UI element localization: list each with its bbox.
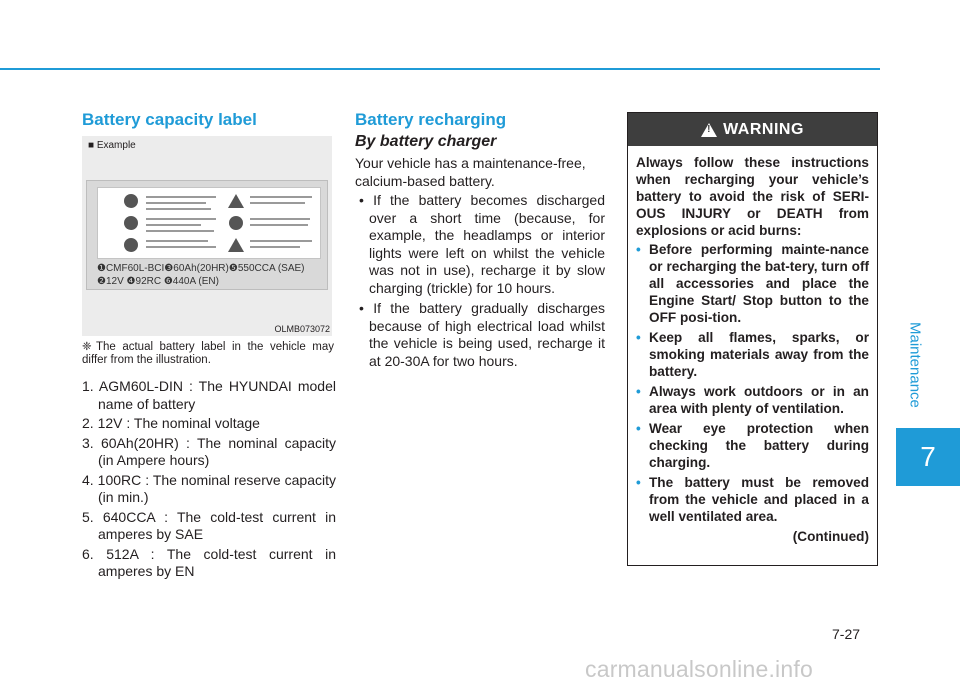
battery-label-figure xyxy=(82,136,332,336)
list-item: • Always work outdoors or in an area with plenty of ventilation. xyxy=(636,384,869,416)
list-item: • Wear eye protection when checking the battery during charging. xyxy=(636,421,869,470)
warning-title: WARNING xyxy=(723,120,804,138)
list-item: • Before performing mainte-nance or recharging the bat-tery, turn off all accessories and place the Engine Start/ Stop button to the OFF posi-tion. xyxy=(636,242,869,325)
warning-bullets xyxy=(636,241,869,525)
no-smoking-icon xyxy=(124,194,138,208)
figure-code: OLMB073072 xyxy=(274,324,330,334)
recharging-bullets xyxy=(355,192,605,373)
label-spec-row-1: ❶CMF60L-BCI❸60Ah(20HR)❺550CCA (SAE) xyxy=(97,263,305,274)
explosive-warning-icon xyxy=(228,194,244,208)
list-item: • If the battery gradually discharges because of high electrical load whilst the vehicle is being used, recharge it at 20-30A for two hours. xyxy=(355,300,605,370)
warning-body xyxy=(628,146,877,545)
warning-intro: Always follow these instructions when recharging your vehicle’s battery to avoid the risk of SERI-OUS INJURY or DEATH from explosions or acid burns: xyxy=(636,155,869,238)
battery-label-image xyxy=(86,180,328,290)
eye-protection-icon xyxy=(124,216,138,230)
example-caption: ■ Example xyxy=(88,140,136,151)
battery-capacity-heading: Battery capacity label xyxy=(82,110,257,129)
read-manual-icon xyxy=(229,216,243,230)
battery-charger-subheading: By battery charger xyxy=(355,133,497,150)
corrosive-warning-icon xyxy=(228,238,244,252)
list-item: • The battery must be removed from the vehicle and placed in a well ventilated area. xyxy=(636,475,869,524)
header-rule xyxy=(0,68,880,70)
list-item: 1. AGM60L-DIN : The HYUNDAI model name of battery xyxy=(82,378,336,412)
list-item: 3. 60Ah(20HR) : The nominal capacity (in Ampere hours) xyxy=(82,434,336,468)
note-text: The actual battery label in the vehicle may differ from the illustration. xyxy=(82,341,334,366)
list-item: 4. 100RC : The nominal reserve capacity (in min.) xyxy=(82,471,336,505)
list-item: 2. 12V : The nominal voltage xyxy=(82,415,260,431)
list-item: 6. 512A : The cold-test current in amperes by EN xyxy=(82,545,336,579)
keep-away-children-icon xyxy=(124,238,138,252)
battery-recharging-heading: Battery recharging xyxy=(355,110,507,129)
continued-label: (Continued) xyxy=(792,529,869,544)
recharging-intro: Your vehicle has a maintenance-free, calcium-based battery. xyxy=(355,155,586,189)
list-item: • If the battery becomes discharged over a short time (because, for example, the headlamps or interior lights were left on whilst the vehicle was not in use), recharge it by slow charging (trickle) for 10 hours. xyxy=(355,192,605,297)
list-item: • Keep all flames, sparks, or smoking materials away from the battery. xyxy=(636,330,869,379)
list-item: 5. 640CCA : The cold-test current in amperes by SAE xyxy=(82,508,336,542)
label-spec-row-2: ❷12V ❹92RC ❻440A (EN) xyxy=(97,276,219,287)
warning-header xyxy=(628,113,877,146)
site-watermark[interactable]: carmanualsonline.info xyxy=(585,656,813,682)
warning-icon xyxy=(701,123,717,137)
warning-box xyxy=(627,112,878,566)
note-mark: ❈ xyxy=(82,341,92,353)
page-number: 7-27 xyxy=(832,626,861,642)
section-label: Maintenance xyxy=(906,322,924,408)
label-spec-list xyxy=(82,378,336,583)
label-warnings-panel xyxy=(97,187,321,259)
chapter-tab[interactable]: 7 xyxy=(896,428,960,486)
illustration-note xyxy=(82,341,334,367)
